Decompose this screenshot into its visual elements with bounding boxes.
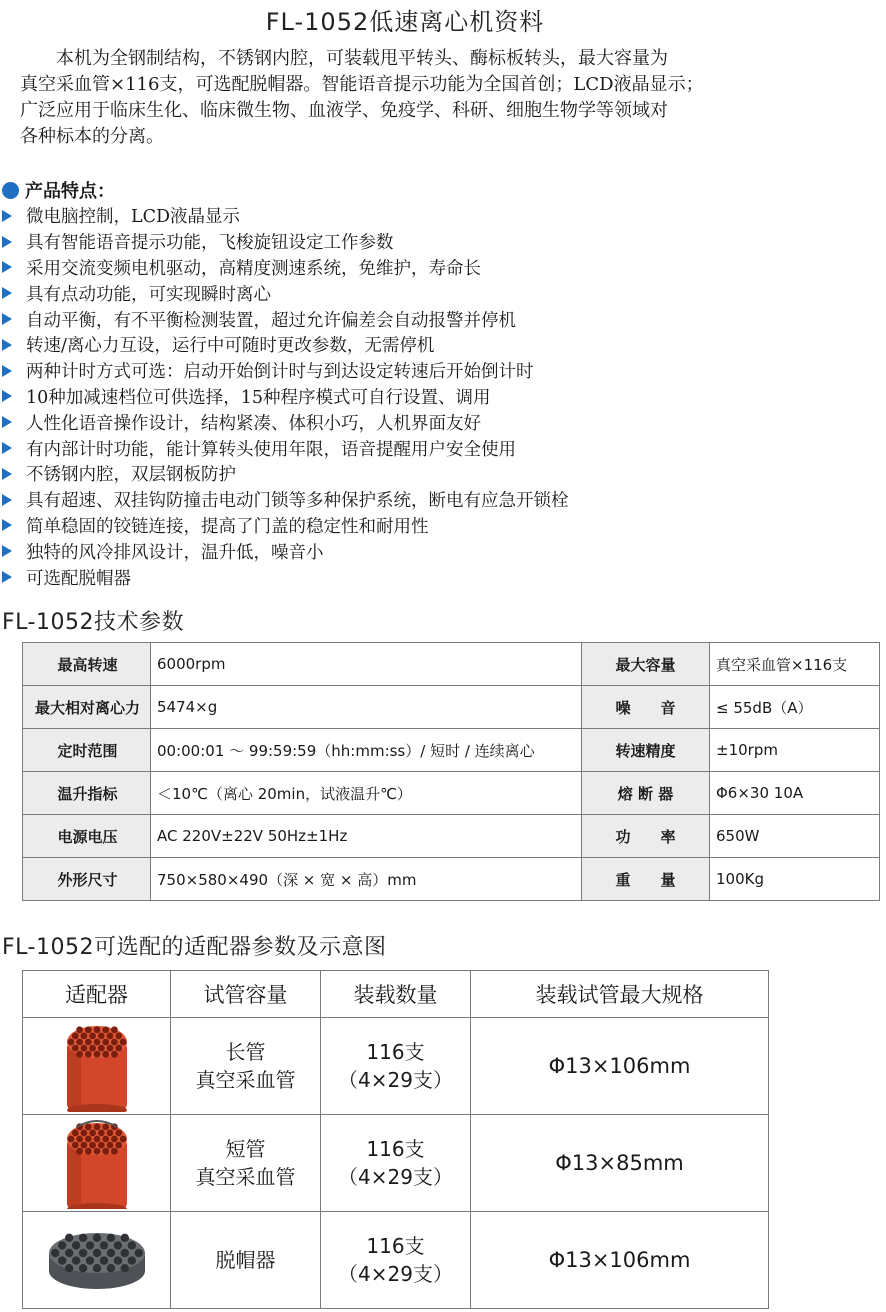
triangle-bullet-icon xyxy=(2,545,12,557)
intro-paragraph xyxy=(20,46,800,150)
spec-value: 750×580×490（深 × 宽 × 高）mm xyxy=(151,858,582,901)
bullet-dot-icon xyxy=(2,182,19,199)
capacity-line: 真空采血管 xyxy=(195,1165,296,1189)
triangle-bullet-icon xyxy=(2,236,12,248)
triangle-bullet-icon xyxy=(2,210,12,222)
adapter-header-row xyxy=(23,971,769,1018)
grey-decapper-adapter-image xyxy=(23,1212,171,1309)
spec-label: 电源电压 xyxy=(23,815,151,858)
spec-value: AC 220V±22V 50Hz±1Hz xyxy=(151,815,582,858)
max-tube-size: Φ13×106mm xyxy=(471,1018,769,1115)
feature-item xyxy=(2,435,569,461)
feature-item xyxy=(2,513,569,539)
spec-label: 最大相对离心力 xyxy=(23,686,151,729)
feature-item xyxy=(2,538,569,564)
max-tube-size: Φ13×106mm xyxy=(471,1212,769,1309)
feature-item xyxy=(2,487,569,513)
spec-value: 100Kg xyxy=(710,858,880,901)
red-short-tube-adapter-image xyxy=(23,1115,171,1212)
spec-row xyxy=(23,858,880,901)
spec-value: 5474×g xyxy=(151,686,582,729)
triangle-bullet-icon xyxy=(2,365,12,377)
triangle-bullet-icon xyxy=(2,261,12,273)
feature-text: 自动平衡，有不平衡检测装置，超过允许偏差会自动报警并停机 xyxy=(26,310,516,331)
feature-text: 微电脑控制，LCD液晶显示 xyxy=(26,207,241,228)
triangle-bullet-icon xyxy=(2,390,12,402)
feature-item xyxy=(2,255,569,281)
adapter-row xyxy=(23,1212,769,1309)
features-heading xyxy=(2,177,115,203)
adapter-row xyxy=(23,1115,769,1212)
feature-item xyxy=(2,332,569,358)
feature-text: 不锈钢内腔，双层钢板防护 xyxy=(26,465,236,486)
spec-label: 熔 断 器 xyxy=(582,772,710,815)
spec-label: 定时范围 xyxy=(23,729,151,772)
spec-row xyxy=(23,729,880,772)
spec-label: 最大容量 xyxy=(582,643,710,686)
capacity-col-header: 试管容量 xyxy=(171,971,321,1018)
quantity-line: 116支 xyxy=(366,1040,425,1064)
max-size-col-header: 装载试管最大规格 xyxy=(471,971,769,1018)
spec-label: 重 量 xyxy=(582,858,710,901)
intro-line: 各种标本的分离。 xyxy=(20,126,164,147)
max-tube-size: Φ13×85mm xyxy=(471,1115,769,1212)
spec-row xyxy=(23,643,880,686)
spec-label: 最高转速 xyxy=(23,643,151,686)
triangle-bullet-icon xyxy=(2,416,12,428)
spec-row xyxy=(23,686,880,729)
feature-text: 转速/离心力互设，运行中可随时更改参数，无需停机 xyxy=(26,336,435,357)
capacity-line: 真空采血管 xyxy=(195,1068,296,1092)
feature-text: 采用交流变频电机驱动，高精度测速系统，免维护，寿命长 xyxy=(26,258,481,279)
page-title: FL-1052低速离心机资料 xyxy=(265,8,545,36)
feature-text: 具有智能语音提示功能，飞梭旋钮设定工作参数 xyxy=(26,233,394,254)
quantity-col-header: 装载数量 xyxy=(321,971,471,1018)
quantity-line: （4×29支） xyxy=(338,1068,453,1092)
triangle-bullet-icon xyxy=(2,339,12,351)
feature-item xyxy=(2,203,569,229)
feature-text: 人性化语音操作设计，结构紧凑、体积小巧，人机界面友好 xyxy=(26,413,481,434)
spec-value: ≤ 55dB（A） xyxy=(710,686,880,729)
load-quantity xyxy=(321,1212,471,1309)
features-list xyxy=(2,203,569,590)
spec-value: 真空采血管×116支 xyxy=(710,643,880,686)
feature-item xyxy=(2,384,569,410)
spec-value: 6000rpm xyxy=(151,643,582,686)
adapter-table xyxy=(22,970,769,1309)
quantity-line: 116支 xyxy=(366,1137,425,1161)
feature-text: 具有点动功能，可实现瞬时离心 xyxy=(26,284,271,305)
spec-section-title: FL-1052技术参数 xyxy=(2,610,184,635)
capacity-line: 长管 xyxy=(225,1040,266,1064)
spec-label: 噪 音 xyxy=(582,686,710,729)
spec-value: 650W xyxy=(710,815,880,858)
triangle-bullet-icon xyxy=(2,519,12,531)
intro-line: 真空采血管×116支，可选配脱帽器。智能语音提示功能为全国首创；LCD液晶显示； xyxy=(20,74,704,95)
load-quantity xyxy=(321,1115,471,1212)
spec-table xyxy=(22,642,880,901)
intro-line: 广泛应用于临床生化、临床微生物、血液学、免疫学、科研、细胞生物学等领域对 xyxy=(20,100,668,121)
spec-label: 温升指标 xyxy=(23,772,151,815)
spec-label: 转速精度 xyxy=(582,729,710,772)
quantity-line: 116支 xyxy=(366,1234,425,1258)
adapter-section-title: FL-1052可选配的适配器参数及示意图 xyxy=(2,935,387,960)
triangle-bullet-icon xyxy=(2,287,12,299)
spec-value: 00:00:01 ～ 99:59:59（hh:mm:ss）/ 短时 / 连续离心 xyxy=(151,729,582,772)
feature-item xyxy=(2,280,569,306)
feature-item xyxy=(2,564,569,590)
red-long-tube-adapter-image xyxy=(23,1018,171,1115)
feature-item xyxy=(2,306,569,332)
feature-text: 独特的风冷排风设计，温升低，噪音小 xyxy=(26,542,324,563)
load-quantity xyxy=(321,1018,471,1115)
tube-capacity xyxy=(171,1212,321,1309)
quantity-line: （4×29支） xyxy=(338,1165,453,1189)
triangle-bullet-icon xyxy=(2,313,12,325)
features-title: 产品特点： xyxy=(25,181,115,202)
tube-capacity xyxy=(171,1115,321,1212)
triangle-bullet-icon xyxy=(2,442,12,454)
triangle-bullet-icon xyxy=(2,494,12,506)
feature-item xyxy=(2,229,569,255)
spec-label: 外形尺寸 xyxy=(23,858,151,901)
triangle-bullet-icon xyxy=(2,468,12,480)
feature-text: 10种加减速档位可供选择，15种程序模式可自行设置、调用 xyxy=(26,387,491,408)
feature-text: 有内部计时功能，能计算转头使用年限，语音提醒用户安全使用 xyxy=(26,439,516,460)
spec-row xyxy=(23,772,880,815)
spec-value: ±10rpm xyxy=(710,729,880,772)
feature-text: 两种计时方式可选：启动开始倒计时与到达设定转速后开始倒计时 xyxy=(26,362,534,383)
adapter-row xyxy=(23,1018,769,1115)
intro-line: 本机为全钢制结构，不锈钢内腔，可装载甩平转头、酶标板转头，最大容量为 xyxy=(20,48,668,69)
adapter-col-header: 适配器 xyxy=(23,971,171,1018)
tube-capacity xyxy=(171,1018,321,1115)
spec-label: 功 率 xyxy=(582,815,710,858)
spec-value: ＜10℃（离心 20min，试液温升℃） xyxy=(151,772,582,815)
feature-text: 可选配脱帽器 xyxy=(26,568,131,589)
feature-text: 具有超速、双挂钩防撞击电动门锁等多种保护系统，断电有应急开锁栓 xyxy=(26,491,569,512)
spec-value: Φ6×30 10A xyxy=(710,772,880,815)
triangle-bullet-icon xyxy=(2,571,12,583)
capacity-line: 短管 xyxy=(225,1137,266,1161)
quantity-line: （4×29支） xyxy=(338,1262,453,1286)
feature-text: 简单稳固的铰链连接，提高了门盖的稳定性和耐用性 xyxy=(26,516,429,537)
capacity-line: 脱帽器 xyxy=(215,1248,276,1272)
feature-item xyxy=(2,409,569,435)
feature-item xyxy=(2,358,569,384)
spec-row xyxy=(23,815,880,858)
feature-item xyxy=(2,461,569,487)
